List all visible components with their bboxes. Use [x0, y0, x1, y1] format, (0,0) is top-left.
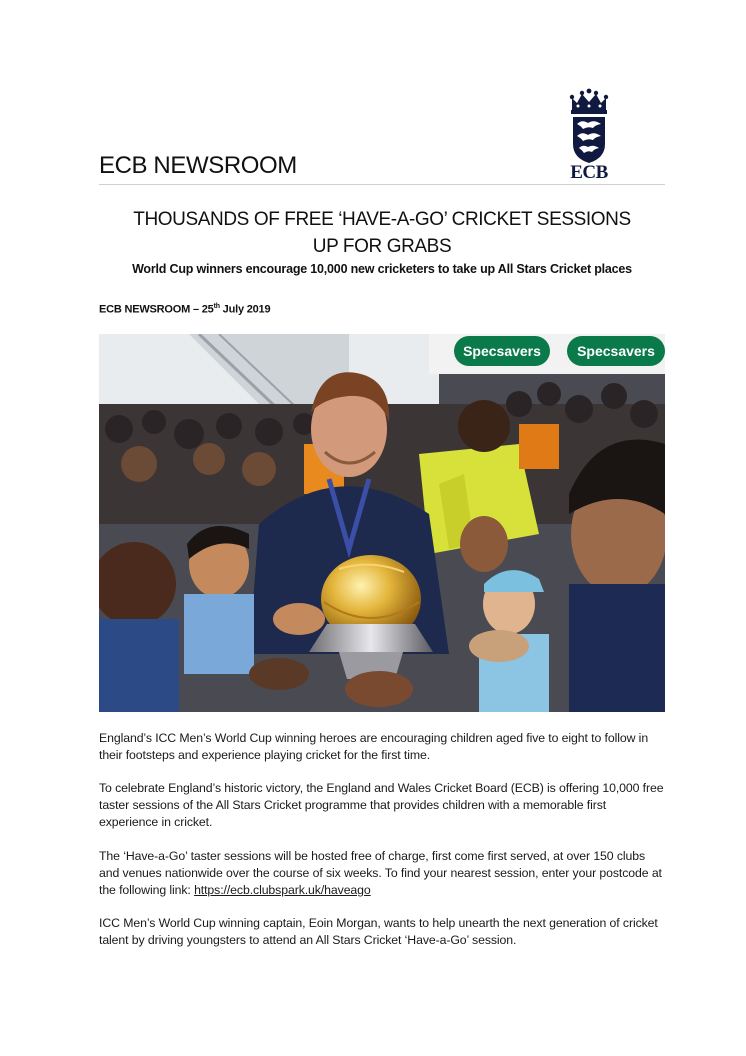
- sponsor-text-2: Specsavers: [577, 343, 655, 359]
- headline-line-1: THOUSANDS OF FREE ‘HAVE-A-GO’ CRICKET SESSIONS: [133, 209, 631, 230]
- crown-lions-crest-icon: [566, 88, 612, 164]
- paragraph-1: England’s ICC Men’s World Cup winning heroes are encouraging children aged five to eight to follow in their footsteps and experience playing cricket for the first time.: [99, 731, 649, 762]
- paragraph-3-text: The ‘Have-a-Go’ taster sessions will be hosted free of charge, first come first served, at over 150 clubs and venues nationwide over the course of six weeks. To find your nearest session, enter your postcode at the following link:: [99, 849, 662, 897]
- headline-line-2: UP FOR GRABS: [312, 236, 452, 257]
- header-divider: [99, 184, 665, 185]
- haveago-link[interactable]: https://ecb.clubspark.uk/haveago: [194, 883, 371, 897]
- sponsor-text-1: Specsavers: [463, 343, 541, 359]
- article-photo: [99, 334, 665, 712]
- paragraph-2: To celebrate England’s historic victory, the England and Wales Cricket Board (ECB) is offering 10,000 free taster sessions of the All Stars Cricket programme that provides children with a memorable first experience in cricket.: [99, 781, 664, 829]
- article-headline: [99, 206, 665, 260]
- dateline-ordinal: th: [213, 303, 220, 310]
- logo-wordmark: ECB: [570, 162, 608, 183]
- paragraph-3: [99, 848, 665, 899]
- dateline-prefix: ECB NEWSROOM – 25: [99, 303, 214, 316]
- dateline-suffix: July 2019: [219, 303, 271, 316]
- dateline: [99, 303, 270, 316]
- sponsor-board-2: [567, 336, 665, 366]
- paragraph-4: ICC Men’s World Cup winning captain, Eoin Morgan, wants to help unearth the next generation of cricket talent by driving youngsters to attend an All Stars Cricket ‘Have-a-Go’ session.: [99, 916, 658, 947]
- newsroom-title: ECB NEWSROOM: [99, 152, 297, 179]
- ecb-logo: [566, 88, 612, 184]
- article-subheadline: World Cup winners encourage 10,000 new cricketers to take up All Stars Cricket places: [132, 262, 632, 276]
- sponsor-board-1: [454, 336, 550, 366]
